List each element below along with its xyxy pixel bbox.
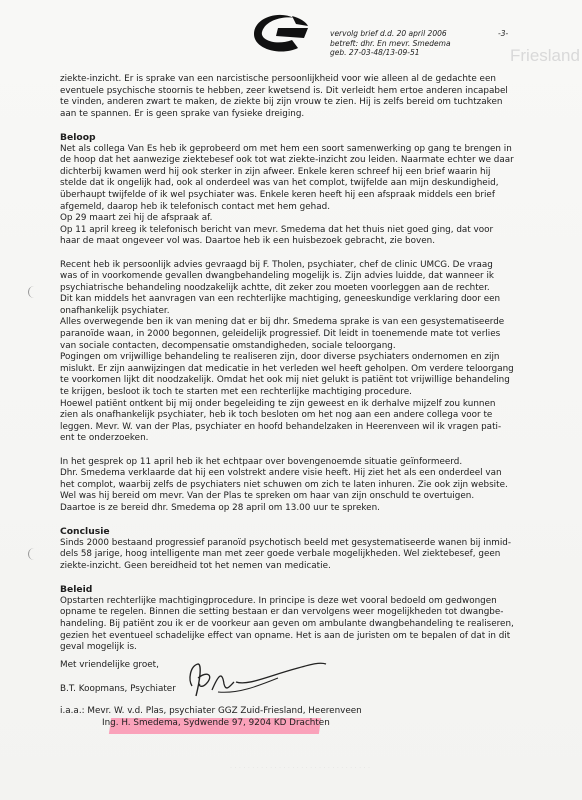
cc-line-2: Ing. H. Smedema, Sydwende 97, 9204 KD Drachten (102, 718, 330, 728)
bleed-through-text: · · · · · · · · · · · · · · · · · · · · · · · · · · · · · · · · (229, 764, 371, 772)
text-line: dichterbij kwamen werd hij ook sterker in zijn afweer. Enkele keren schreef hij een brief waarin hij (60, 166, 491, 177)
text-line: leggen. Mevr. W. van der Plas, psychiater en hoofd behandelzaken in Heerenveen wil ik vragen pati- (60, 421, 502, 432)
text-line: psychiatrische behandeling noodzakelijk achtte, dit zeker zou moeten voorleggen aan de rechter. (60, 282, 490, 293)
text-line: dels 58 jarige, hoog intelligente man met zeer goede verbale mogelijkheden. Wel ziektebesef, geen (60, 549, 501, 560)
text-line: Wel was hij bereid om mevr. Van der Plas te spreken om haar van zijn onschuld te overtuigen. (60, 491, 475, 502)
paragraph-intro (60, 74, 530, 120)
paragraph-beleid (60, 596, 530, 654)
text-line: Op 29 maart zei hij de afspraak af. (60, 213, 213, 224)
text-line: de hoop dat het aanwezige ziektebesef ook tot wat ziekte-inzicht zou leiden. Naarmate echter we daar (60, 155, 514, 166)
letter-header-meta (330, 29, 500, 58)
handwritten-signature (178, 656, 328, 704)
text-line: het complot, waarbij zelfs de psychiaters niet schuwen om zich te laten inhuren. Zie ook zijn website. (60, 479, 508, 490)
text-line: Op 11 april kreeg ik telefonisch bericht van mevr. Smedema dat het thuis niet goed ging, dat voor (60, 224, 494, 235)
text-line: Opstarten rechterlijke machtigingprocedure. In principe is deze wet vooral bedoeld om gedwongen (60, 595, 497, 606)
text-line: Daartoe is ze bereid dhr. Smedema op 28 april om 13.00 uur te spreken. (60, 502, 380, 513)
text-line: geval mogelijk is. (60, 642, 137, 653)
watermark-text: Friesland (510, 46, 580, 65)
sender-name: B.T. Koopmans, Psychiater (60, 684, 176, 694)
text-line: Dit kan middels het aanvragen van een rechterlijke machtiging, geneeskundige verklaring door een (60, 294, 501, 305)
text-line: Recent heb ik persoonlijk advies gevraagd bij F. Tholen, psychiater, chef de clinic UMCG. De vraag (60, 259, 493, 270)
paragraph-beloop-1 (60, 144, 530, 248)
punch-hole-mark (28, 286, 39, 298)
organization-logo (248, 8, 312, 56)
closing-greeting: Met vriendelijke groet, (60, 660, 159, 670)
text-line: opname te regelen. Binnen die setting bestaan er dan vervolgens weer mogelijkheden tot dwangbe- (60, 607, 504, 618)
letter-body (60, 74, 530, 654)
text-line: paranoïde waan, in 2000 begonnen, geleidelijk progressief. Dit leidt in toenemende mate tot verlies (60, 329, 501, 340)
text-line: afgemeld, daarop heb ik telefonisch contact met hem gehad. (60, 201, 330, 212)
text-line: stelde dat ik ongelijk had, ook al onderdeel was van het complot, twijfelde aan mijn deskundigheid, (60, 178, 499, 189)
text-line: Hoewel patiënt ontkent bij mij onder begeleiding te zijn geweest en ik derhalve mijzelf zou kunnen (60, 398, 496, 409)
paragraph-beloop-3 (60, 457, 530, 515)
text-line: gezien het eventueel schadelijke effect van opname. Het is aan de juristen om te bepalen of dat in dit (60, 630, 511, 641)
paragraph-conclusie (60, 538, 530, 573)
text-line: Dhr. Smedema verklaarde dat hij een volstrekt andere visie heeft. Hij ziet het als een onderdeel van (60, 468, 502, 479)
header-date: vervolg brief d.d. 20 april 2006 (330, 29, 447, 38)
text-line: was of in voorkomende gevallen dwangbehandeling mogelijk is. Zijn advies luidde, dat wanneer ik (60, 271, 494, 282)
text-line: onafhankelijk psychiater. (60, 305, 170, 316)
text-line: Sinds 2000 bestaand progressief paranoïd psychotisch beeld met gesystematiseerde wanen bij inmid- (60, 537, 512, 548)
text-line: aan te spannen. Er is geen sprake van fysieke dreiging. (60, 108, 305, 119)
text-line: ent te onderzoeken. (60, 433, 149, 444)
text-line: Pogingen om vrijwillige behandeling te realiseren zijn, door diverse psychiaters ondernomen en zijn (60, 352, 500, 363)
paragraph-beloop-2 (60, 260, 530, 446)
header-birthdates: geb. 27-03-48/13-09-51 (330, 48, 420, 57)
punch-hole-mark (28, 548, 39, 560)
heading-conclusie: Conclusie (60, 526, 110, 538)
text-line: eventuele psychische stoornis te hebben, zeer kwetsend is. Dit verleidt hem ertoe anderen incapabel (60, 85, 508, 96)
text-line: zien als onafhankelijk psychiater, heb ik toch besloten om het nog aan een andere collega voor te (60, 410, 493, 421)
cc-line-1: i.a.a.: Mevr. W. v.d. Plas, psychiater GGZ Zuid-Friesland, Heerenveen (60, 706, 362, 716)
text-line: Alles overwegende ben ik van mening dat er bij dhr. Smedema sprake is van een gesystematiseerde (60, 317, 505, 328)
text-line: In het gesprek op 11 april heb ik het echtpaar over bovengenoemde situatie geïnformeerd. (60, 456, 463, 467)
text-line: te vinden, anderen zwart te maken, de ziekte bij zijn vrouw te zien. Hij is zelfs bereid om tuchtzaken (60, 97, 503, 108)
text-line: van sociale contacten, decompensatie omstandigheden, sociale teloorgang. (60, 340, 396, 351)
page-number: -3- (498, 29, 509, 38)
text-line: Net als collega Van Es heb ik geprobeerd om met hem een soort samenwerking op gang te brengen in (60, 143, 512, 154)
text-line: ziekte-inzicht. Er is sprake van een narcistische persoonlijkheid voor wie alleen al de gedachte een (60, 74, 496, 84)
text-line: te voorkomen lijkt dit noodzakelijk. Omdat het ook mij niet gelukt is patiënt tot vrijwillige behandeling (60, 375, 510, 386)
text-line: haar de maat ongeveer vol was. Daartoe heb ik een huisbezoek gebracht, zie boven. (60, 236, 435, 247)
heading-beleid: Beleid (60, 584, 93, 596)
heading-beloop: Beloop (60, 131, 96, 143)
text-line: handeling. Bij patiënt zou ik er de voorkeur aan geven om ambulante dwangbehandeling te realiseren, (60, 618, 514, 629)
text-line: überhaupt twijfelde of ik wel psychiater was. Enkele keren heeft hij een afspraak middels een brief (60, 189, 495, 200)
text-line: te krijgen, besloot ik toch te starten met een rechterlijke machtiging procedure. (60, 387, 412, 398)
text-line: mislukt. Er zijn aanwijzingen dat medicatie in het verleden wel heeft geholpen. Om verdere teloorgang (60, 363, 514, 374)
text-line: ziekte-inzicht. Geen bereidheid tot het nemen van medicatie. (60, 560, 331, 571)
header-subject: betreft: dhr. En mevr. Smedema (330, 38, 451, 48)
